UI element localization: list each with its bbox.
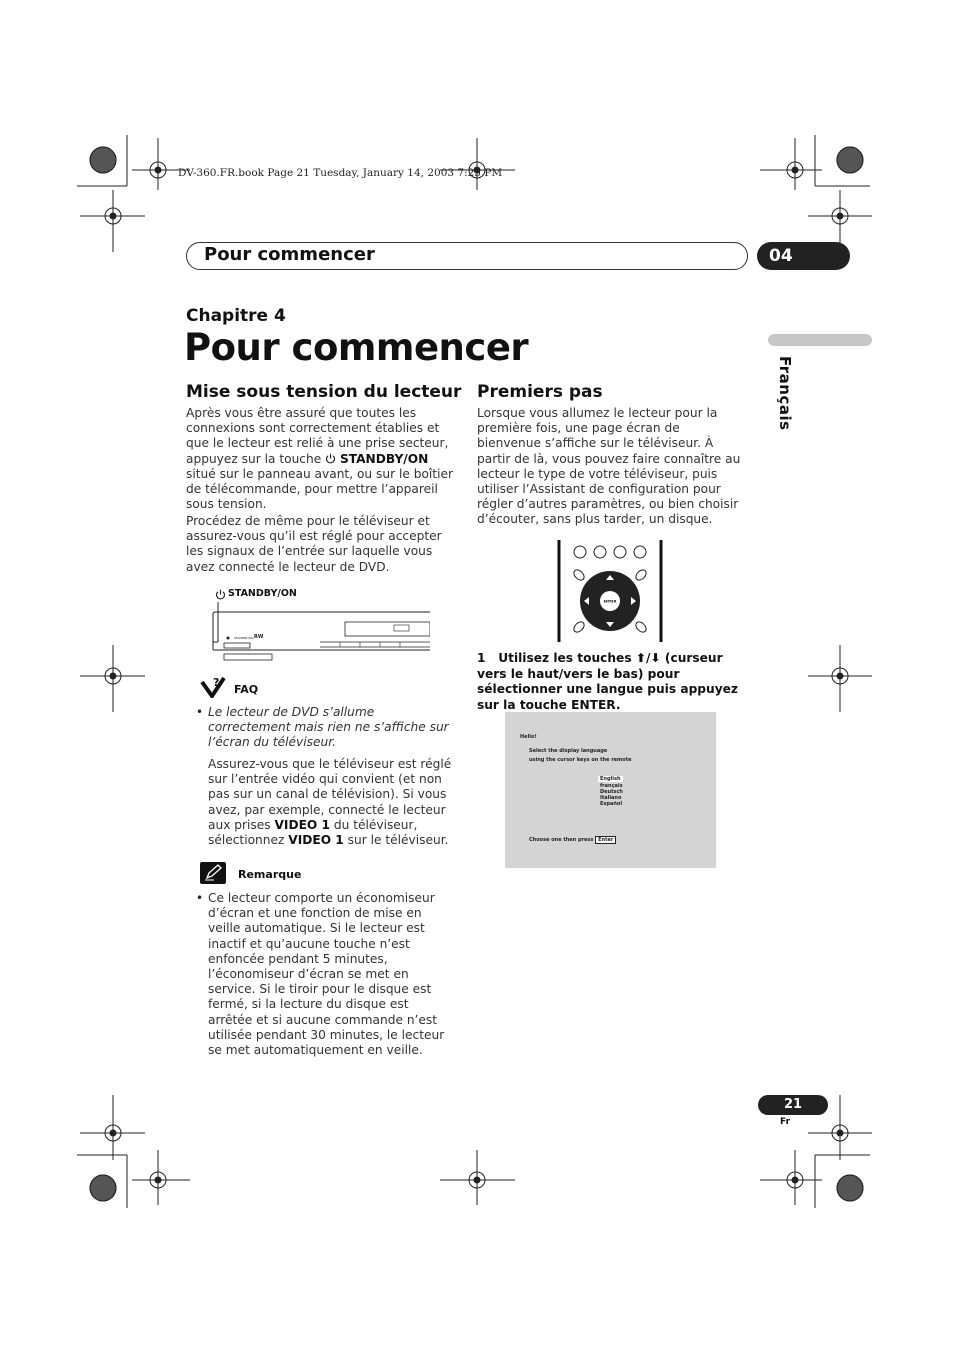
remote-enter-label: ENTER	[603, 599, 617, 604]
tv-choose-text	[529, 837, 616, 843]
page-language-code: Fr	[780, 1117, 791, 1127]
chapter-label: Chapitre 4	[186, 306, 286, 326]
page-number: 21	[758, 1095, 828, 1115]
figure-standby-label: STANDBY/ON	[228, 588, 297, 599]
book-print-info: DV-360.FR.book Page 21 Tuesday, January 14, 2003 7:25 PM	[178, 167, 503, 179]
faq-question: Le lecteur de DVD s’allume correctement mais rien ne s’affiche sur l’écran du téléviseur.	[208, 705, 449, 750]
tv-language-option: Español	[600, 801, 623, 807]
power-on-paragraph-2: Procédez de même pour le téléviseur et assurez-vous qu’il est réglé pour accepter les signaux de l’entrée sur laquelle vous avez connecté le lecteur de DVD.	[186, 514, 442, 574]
p1-text-b: situé sur le panneau avant, ou sur le boîtier de télécommande, pour mettre l’appareil sous tension.	[186, 466, 453, 512]
section-title-power-on: Mise sous tension du lecteur	[186, 382, 462, 402]
tv-language-option: Deutsch	[600, 789, 623, 795]
first-steps-paragraph: Lorsque vous allumez le lecteur pour la première fois, une page écran de bienvenue s’affiche sur le téléviseur. À partir de là, vous pouvez faire connaître au lecteur le type de votre téléviseur, puis utiliser l’Assistant de configuration pour régler d’autres paramètres, ou bien choisir d’écouter, sans plus tarder, un disque.	[477, 406, 741, 527]
power-on-paragraph-1	[186, 406, 456, 512]
language-tab-bar	[768, 334, 872, 346]
faq-answer-text-b: du téléviseur, sélectionnez	[208, 817, 418, 848]
tv-enter-button: Enter	[595, 836, 616, 844]
tv-language-option-selected: English	[600, 776, 621, 782]
faq-answer-video1-b: VIDEO 1	[288, 833, 344, 848]
header-title: Pour commencer	[204, 244, 375, 265]
note-label: Remarque	[238, 868, 302, 881]
p1-standby-bold: STANDBY/ON	[339, 451, 429, 466]
section-title-first-steps: Premiers pas	[477, 382, 603, 402]
svg-text:RW: RW	[254, 634, 264, 640]
step-1-instruction	[477, 651, 749, 713]
step-text-b: (curseur vers le haut/vers le bas) pour sélectionner une langue puis appuyez sur la touche ENTER.	[477, 651, 739, 712]
faq-answer	[208, 757, 458, 848]
faq-answer-text-c: sur le téléviseur.	[343, 833, 449, 848]
page-title: Pour commencer	[184, 326, 529, 369]
remote-control-illustration	[555, 538, 665, 642]
faq-bullet: •	[196, 705, 204, 719]
step-text-a: Utilisez les touches	[498, 651, 636, 665]
tv-instruction-line-2: using the cursor keys on the remote	[529, 757, 632, 763]
step-number: 1	[477, 651, 486, 665]
faq-answer-text-a: Assurez-vous que le téléviseur est réglé sur l’entrée vidéo qui convient (et non pas sur un canal de télévision). Si vous avez, par exemple, connecté le lecteur aux prises	[208, 757, 452, 832]
tv-language-option: français	[600, 783, 623, 789]
tv-hello: Hello!	[520, 734, 537, 740]
tv-welcome-screen	[505, 712, 716, 868]
language-label: Français	[776, 356, 794, 431]
note-pencil-icon	[200, 862, 226, 884]
chapter-number-badge: 04	[757, 242, 850, 270]
note-bullet: •	[196, 891, 204, 905]
dvd-player-illustration	[210, 600, 430, 662]
tv-choose-label: Choose one then press	[529, 837, 594, 843]
standby-power-icon	[215, 589, 226, 600]
up-down-arrow-icons: ⬆/⬇	[635, 651, 661, 665]
faq-icon	[200, 676, 226, 698]
tv-language-option: Italiano	[600, 795, 622, 801]
svg-text:STANDBY/ON: STANDBY/ON	[234, 636, 254, 640]
tv-instruction-line-1: Select the display language	[529, 748, 608, 754]
faq-answer-video1-a: VIDEO 1	[274, 817, 330, 832]
faq-label: FAQ	[234, 683, 259, 696]
svg-text:?: ?	[213, 676, 220, 689]
p1-text-a: Après vous être assuré que toutes les connexions sont correctement établies et que le lecteur est relié à une prise secteur, appuyez sur la touche	[186, 406, 449, 466]
power-icon	[325, 453, 336, 464]
note-text: Ce lecteur comporte un économiseur d’écran et une fonction de mise en veille automatique. Si le lecteur est inactif et qu’aucune touche n’est enfoncée pendant 5 minutes, l’économiseur d’écran se met en service. Si le tiroir pour le disque est fermé, si la lecture du disque est arrêtée et si aucune commande n’est utilisée pendant 30 minutes, le lecteur se met automatiquement en veille.	[208, 891, 445, 1058]
